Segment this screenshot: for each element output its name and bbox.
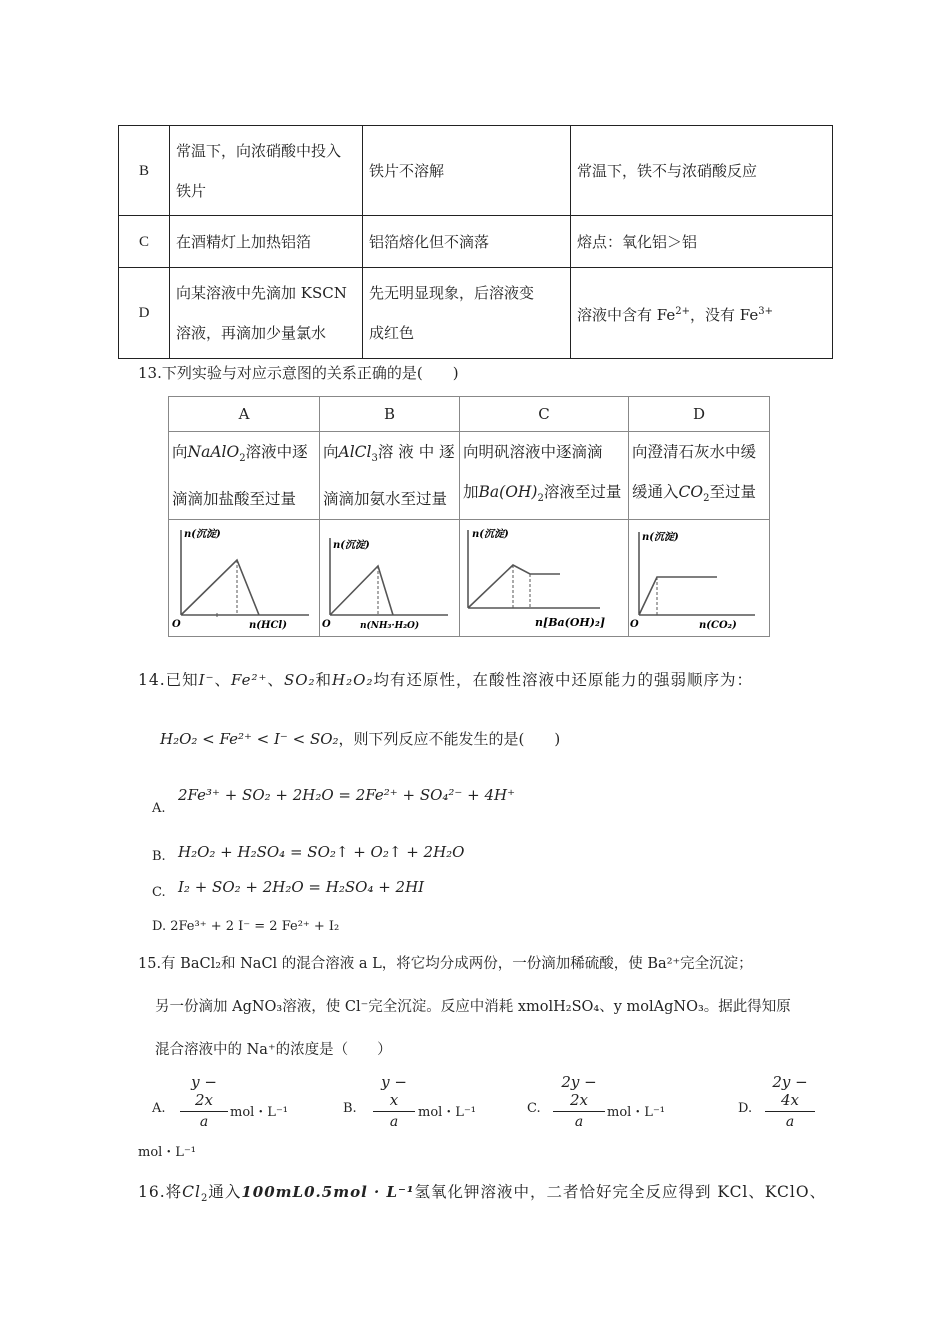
- q15-option-c-fraction: $\frac{2y - 2x}{a}$: [553, 1073, 605, 1130]
- option-cell: D: [119, 268, 170, 359]
- conclusion-cell: 熔点：氧化铝＞铝: [571, 216, 833, 268]
- curve: [330, 566, 393, 615]
- graph-c: [460, 520, 629, 637]
- y-label: n(沉淀): [472, 529, 509, 541]
- q15-option-c-unit: mol・L⁻¹: [607, 1105, 666, 1120]
- header-b: B: [320, 397, 460, 432]
- y-label: n(沉淀): [184, 529, 221, 541]
- graph-a: [169, 520, 320, 637]
- q15-option-d-fraction: $\frac{2y - 4x}{a}$: [765, 1073, 815, 1130]
- q15-option-a-fraction: $\frac{y - 2x}{a}$: [180, 1073, 228, 1130]
- x-label: n(HCl): [249, 620, 287, 632]
- curve: [181, 560, 259, 615]
- phenomenon-cell: 铁片不溶解: [363, 126, 571, 216]
- operation-cell: 向某溶液中先滴加 KSCN 溶液，再滴加少量氯水: [170, 268, 363, 359]
- table-row: [119, 126, 833, 216]
- table-row: [169, 397, 770, 432]
- graph-d-svg: [629, 520, 769, 632]
- table-row: [169, 432, 770, 520]
- graph-b: [320, 520, 460, 637]
- question-14-order: H₂O₂ < Fe²⁺ < I⁻ < SO₂，则下列反应不能发生的是( ): [160, 730, 561, 748]
- option-cell: C: [119, 216, 170, 268]
- table-row: [169, 520, 770, 637]
- graph-d: [629, 520, 770, 637]
- x-label: n(NH₃·H₂O): [360, 621, 420, 632]
- header-a: A: [169, 397, 320, 432]
- option-d: D. 2Fe³⁺ + 2 I⁻ = 2 Fe²⁺ + I₂: [152, 919, 340, 934]
- graph-c-svg: [460, 520, 624, 632]
- conclusion-cell: 溶液中含有 $Fe^{2+}$，没有 $Fe^{3+}$: [571, 268, 833, 359]
- q13-table: [168, 396, 770, 637]
- curve: [468, 565, 560, 608]
- question-15-line1: 15.有 BaCl₂和 NaCl 的混合溶液 a L，将它均分成两份，一份滴加稀硫酸，使 Ba²⁺完全沉淀；: [138, 956, 753, 972]
- q15-option-b-unit: mol・L⁻¹: [418, 1105, 477, 1120]
- option-cell: B: [119, 126, 170, 216]
- question-15-line3: 混合溶液中的 Na⁺的浓度是（ ）: [155, 1042, 392, 1058]
- desc-a: 向NaAlO$_2$溶液中逐 滴滴加盐酸至过量: [169, 432, 320, 520]
- question-16-stem: 16.将$Cl_2$通入100mL0.5mol · L⁻¹氢氧化钾溶液中，二者恰好完全反应得到 KCl、KClO、: [138, 1183, 827, 1205]
- desc-b: 向AlCl$_3$溶 液 中 逐 滴滴加氨水至过量: [320, 432, 460, 520]
- graph-b-svg: [320, 520, 455, 632]
- phenomenon-cell: 铝箔熔化但不滴落: [363, 216, 571, 268]
- header-d: D: [629, 397, 770, 432]
- option-a: 2Fe³⁺ + SO₂ + 2H₂O = 2Fe²⁺ + SO₄²⁻ + 4H⁺: [178, 786, 515, 804]
- desc-c: 向明矾溶液中逐滴滴 加$Ba(OH)_2$溶液至过量: [460, 432, 629, 520]
- q15-option-d-unit: mol・L⁻¹: [138, 1145, 197, 1160]
- graph-a-svg: [169, 520, 315, 632]
- option-b-label: B.: [152, 849, 166, 864]
- option-a-label: A.: [152, 801, 166, 816]
- table-row: [119, 268, 833, 359]
- table-row: [119, 216, 833, 268]
- y-label: n(沉淀): [642, 532, 679, 544]
- q15-option-d-label: D.: [738, 1101, 753, 1116]
- operation-cell: 在酒精灯上加热铝箔: [170, 216, 363, 268]
- header-c: C: [460, 397, 629, 432]
- q15-option-a-unit: mol・L⁻¹: [230, 1105, 289, 1120]
- option-c: I₂ + SO₂ + 2H₂O = H₂SO₄ + 2HI: [178, 878, 425, 896]
- question-15-line2: 另一份滴加 AgNO₃溶液，使 Cl⁻完全沉淀。反应中消耗 xmolH₂SO₄、y molAgNO₃。据此得知原: [155, 999, 791, 1015]
- question-14-stem: 14.已知I⁻、Fe²⁺、SO₂和H₂O₂均有还原性，在酸性溶液中还原能力的强弱顺序为：: [138, 671, 753, 689]
- phenomenon-cell: 先无明显现象，后溶液变 成红色: [363, 268, 571, 359]
- y-label: n(沉淀): [333, 540, 370, 552]
- option-b: H₂O₂ + H₂SO₄ = SO₂↑ + O₂↑ + 2H₂O: [178, 843, 465, 861]
- origin-label: O: [630, 619, 639, 631]
- origin-label: O: [322, 619, 331, 631]
- origin-label: O: [172, 619, 181, 631]
- curve: [639, 577, 717, 615]
- q15-option-b-label: B.: [343, 1101, 357, 1116]
- conclusion-cell: 常温下，铁不与浓硝酸反应: [571, 126, 833, 216]
- q15-option-a-label: A.: [152, 1101, 166, 1116]
- operation-cell: 常温下，向浓硝酸中投入 铁片: [170, 126, 363, 216]
- desc-d: 向澄清石灰水中缓 缓通入$CO_2$至过量: [629, 432, 770, 520]
- q15-option-c-label: C.: [527, 1101, 541, 1116]
- option-c-label: C.: [152, 885, 166, 900]
- q15-option-b-fraction: $\frac{y - x}{a}$: [373, 1073, 415, 1130]
- experiment-table: [118, 125, 833, 359]
- x-label: n(CO₂): [699, 620, 737, 632]
- x-label: n[Ba(OH)₂]: [535, 616, 606, 630]
- question-13-stem: 13.下列实验与对应示意图的关系正确的是( ): [138, 364, 459, 382]
